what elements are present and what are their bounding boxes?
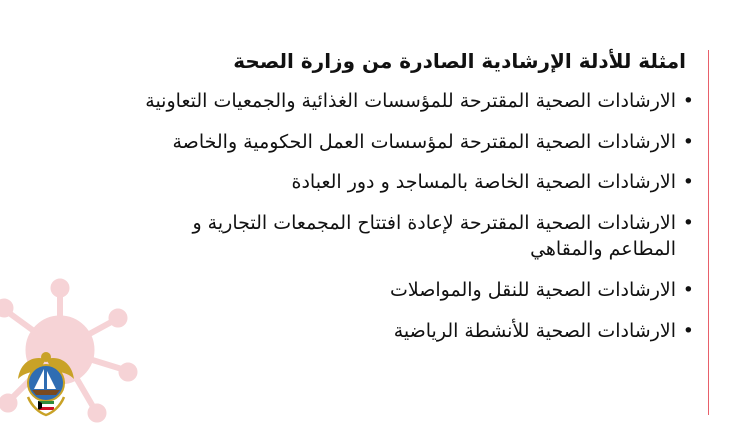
bullet-dot: • xyxy=(682,171,694,194)
slide-heading: امثلة للأدلة الإرشادية الصادرة من وزارة الصحة xyxy=(233,49,686,73)
list-item xyxy=(134,277,694,304)
list-item xyxy=(134,210,694,263)
content-area xyxy=(134,48,694,358)
bullet-dot: • xyxy=(682,278,694,301)
kuwait-emblem-icon xyxy=(14,345,78,417)
list-item-text: الارشادات الصحية المقترحة لإعادة افتتاح المجمعات التجارية و المطاعم والمقاهي xyxy=(192,211,676,261)
list-item xyxy=(134,129,694,156)
bullet-dot: • xyxy=(682,130,694,153)
list-item-text: الارشادات الصحية للأنشطة الرياضية xyxy=(393,319,676,342)
bullet-dot: • xyxy=(682,319,694,342)
list-item-text: الارشادات الصحية المقترحة للمؤسسات الغذائية والجمعيات التعاونية xyxy=(145,90,676,112)
list-item xyxy=(134,88,694,115)
list-item-text: الارشادات الصحية للنقل والمواصلات xyxy=(390,278,676,301)
list-item xyxy=(134,318,694,345)
list-item xyxy=(134,169,694,196)
list-item-text: الارشادات الصحية الخاصة بالمساجد و دور العبادة xyxy=(291,171,676,194)
bullet-dot: • xyxy=(682,211,694,234)
divider-rule xyxy=(708,50,709,415)
bullet-list xyxy=(134,88,694,344)
list-item-text: الارشادات الصحية المقترحة لمؤسسات العمل الحكومية والخاصة xyxy=(172,130,676,153)
bullet-dot: • xyxy=(682,90,694,112)
